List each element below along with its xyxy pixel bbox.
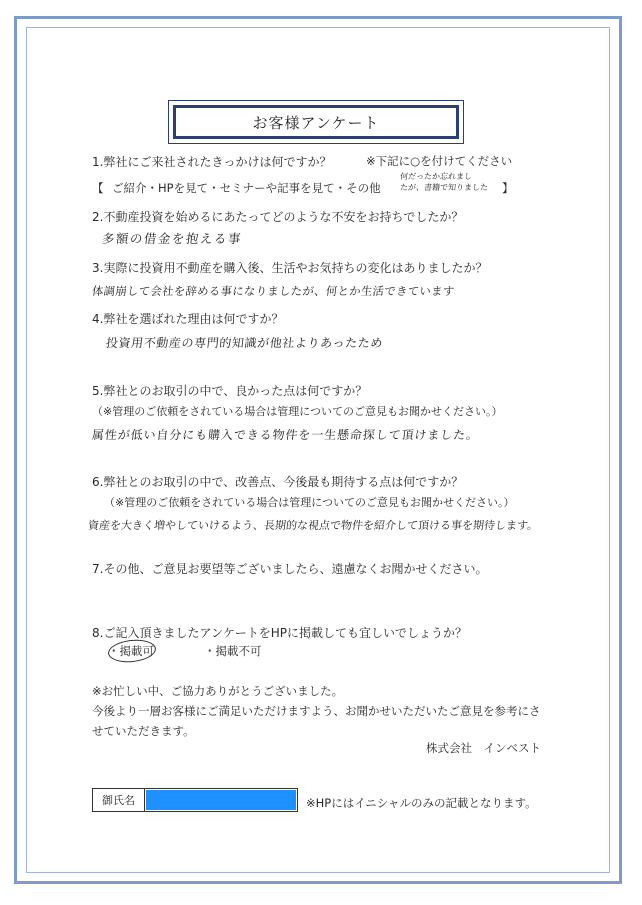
q1-bracket-open: 【 xyxy=(92,181,104,195)
closing-line1: ※お忙しい中、ご協力ありがとうございました。 xyxy=(92,684,344,698)
q4-question: 4.弊社を選ばれた理由は何ですか？ xyxy=(92,312,284,326)
q5-answer: 属性が低い自分にも購入できる物件を一生懸命探して頂けました。 xyxy=(91,428,480,442)
q3-answer: 体調崩して会社を辞める事になりましたが、何とか生活できています xyxy=(91,285,456,298)
q3-question: 3.実際に投資用不動産を購入後、生活やお気持ちの変化はありましたか？ xyxy=(92,261,488,275)
title-box xyxy=(168,100,464,144)
q1-handwritten-line1: 何だったか忘れまし xyxy=(399,172,473,181)
name-redaction xyxy=(146,790,296,810)
name-box xyxy=(92,788,298,812)
page-title: お客様アンケート xyxy=(173,105,459,139)
company-name: 株式会社 インベスト xyxy=(426,741,541,755)
q1-note: ※下記に○を付けてください xyxy=(366,154,513,168)
q6-note: （※管理のご依頼をされている場合は管理についてのご意見もお聞かせください。） xyxy=(104,496,515,509)
q2-answer: 多額の借金を抱える事 xyxy=(101,231,243,246)
name-note: ※HPにはイニシャルのみの記載となります。 xyxy=(306,796,537,810)
q6-question: 6.弊社とのお取引の中で、改善点、今後最も期待する点は何ですか？ xyxy=(92,475,464,489)
q8-option-yes: ・掲載可 xyxy=(108,644,154,658)
q8-option-no: ・掲載不可 xyxy=(204,644,262,658)
q1-options: ご紹介・HPを見て・セミナーや記事を見て・その他 xyxy=(112,181,381,195)
closing-line2: 今後より一層お客様にご満足いただけますよう、お聞かせいただいたご意見を参考にさ xyxy=(92,704,541,718)
closing-line3: せていただきます。 xyxy=(92,724,195,738)
q6-answer: 資産を大きく増やしていけるよう、長期的な視点で物件を紹介して頂ける事を期待します。 xyxy=(87,519,539,532)
name-label: 御氏名 xyxy=(93,789,145,811)
q1-question: 1.弊社にご来社されたきっかけは何ですか？ xyxy=(92,155,332,169)
q5-question: 5.弊社とのお取引の中で、良かった点は何ですか？ xyxy=(92,384,368,398)
q7-question: 7.その他、ご意見お要望等ございましたら、遠慮なくお聞かせください。 xyxy=(92,562,488,576)
q8-question: 8.ご記入頂きましたアンケートをHPに掲載しても宜しいでしょうか？ xyxy=(92,626,467,640)
q1-bracket-close: 】 xyxy=(502,181,514,195)
q2-question: 2.不動産投資を始めるにあたってどのような不安をお持ちでしたか？ xyxy=(92,210,464,224)
q4-answer: 投資用不動産の専門的知識が他社よりあったため xyxy=(105,336,384,350)
q5-note: （※管理のご依頼をされている場合は管理についてのご意見もお聞かせください。） xyxy=(92,405,503,418)
q1-handwritten-line2: たが、書籍で知りました xyxy=(399,183,489,192)
